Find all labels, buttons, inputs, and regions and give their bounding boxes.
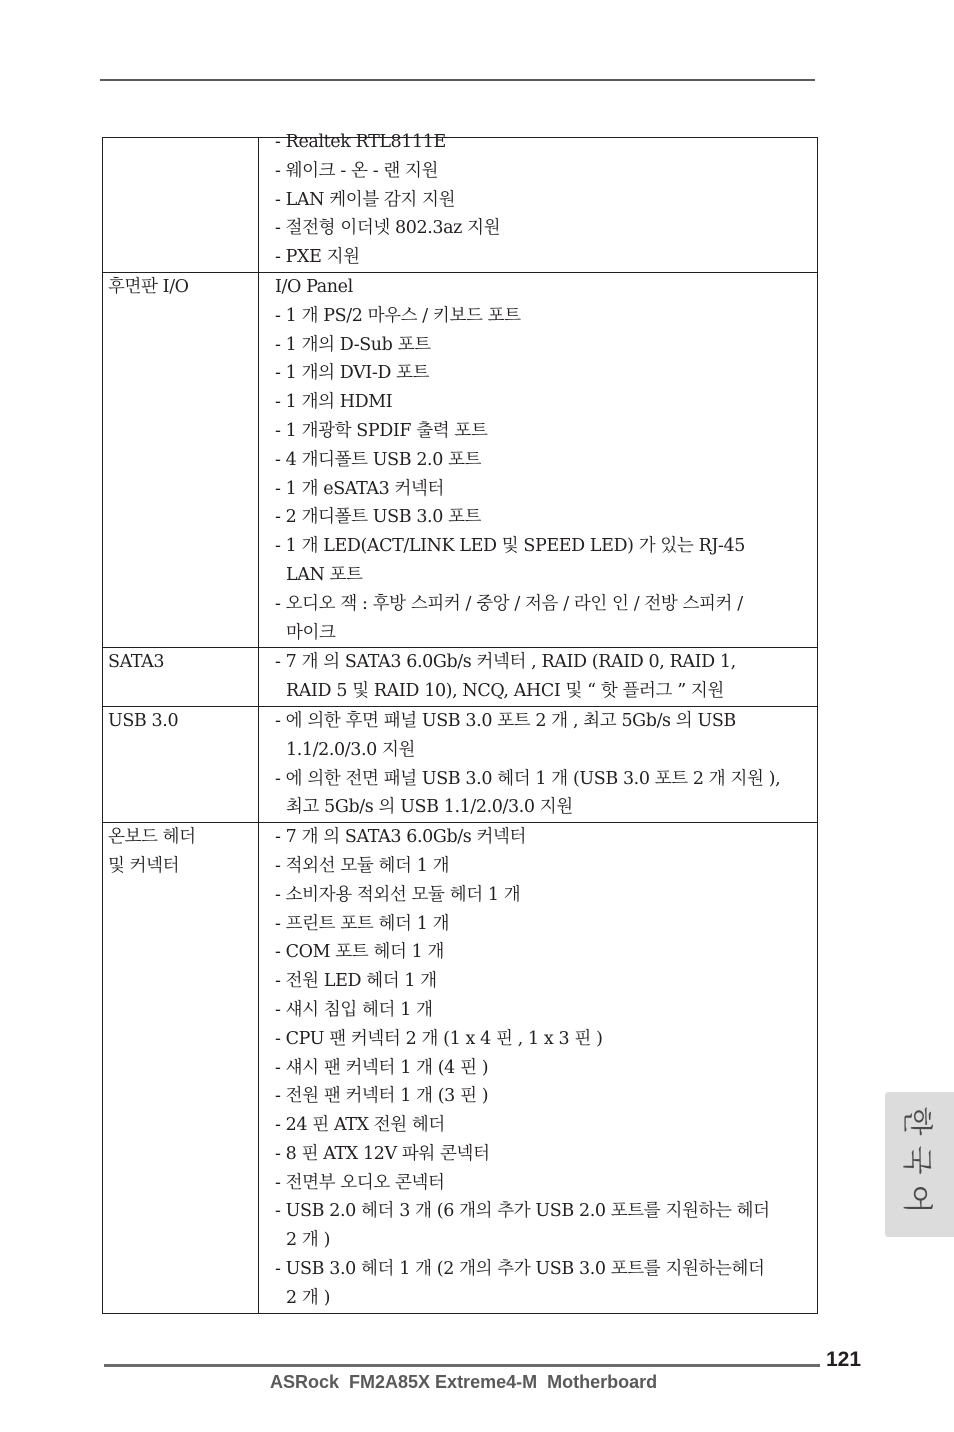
spec-label: USB 3.0	[108, 710, 179, 731]
spec-line: - 4 개디폴트 USB 2.0 포트	[275, 449, 482, 470]
page-number: 121	[826, 1348, 862, 1371]
spec-line: - COM 포트 헤더 1 개	[275, 942, 445, 963]
spec-line: - 1 개광학 SPDIF 출력 포트	[275, 420, 488, 441]
spec-line: 최고 5Gb/s 의 USB 1.1/2.0/3.0 지원	[286, 797, 573, 818]
spec-content-cell	[259, 132, 818, 273]
spec-row	[103, 272, 818, 647]
spec-line: 2 개 )	[286, 1287, 330, 1308]
spec-line: RAID 5 및 RAID 10), NCQ, AHCI 및 “ 핫 플러그 ” 지원	[286, 681, 724, 702]
language-tab	[885, 1092, 954, 1237]
spec-line: - 적외선 모듈 헤더 1 개	[275, 855, 450, 876]
spec-line: - USB 3.0 헤더 1 개 (2 개의 추가 USB 3.0 포트를 지원하는헤더	[275, 1259, 765, 1280]
spec-line: - 7 개 의 SATA3 6.0Gb/s 커넥터 , RAID (RAID 0, RAID 1,	[275, 652, 736, 673]
spec-row	[103, 823, 818, 1314]
spec-line: 마이크	[286, 622, 336, 643]
spec-label: 온보드 헤더	[108, 827, 196, 848]
spec-line: - PXE 지원	[275, 247, 360, 268]
spec-line: - 1 개 eSATA3 커넥터	[275, 478, 445, 499]
spec-row	[103, 138, 818, 273]
spec-line: - 절전형 이더넷 802.3az 지원	[275, 218, 501, 239]
spec-line: - Realtek RTL8111E	[275, 132, 446, 152]
spec-label-cell	[103, 648, 259, 707]
top-rule	[100, 79, 815, 81]
spec-label: 및 커넥터	[108, 855, 180, 876]
language-tab-label: 한국어	[898, 1106, 934, 1223]
spec-line: - USB 2.0 헤더 3 개 (6 개의 추가 USB 2.0 포트를 지원하는 헤더	[275, 1201, 770, 1222]
spec-line: - 프린트 포트 헤더 1 개	[275, 913, 450, 934]
spec-line: 2 개 )	[286, 1230, 330, 1251]
spec-label-cell	[103, 823, 259, 1314]
spec-label-cell	[103, 706, 259, 822]
spec-line: 1.1/2.0/3.0 지원	[286, 739, 416, 760]
spec-line: - 24 핀 ATX 전원 헤더	[275, 1115, 445, 1136]
spec-label-cell	[103, 272, 259, 647]
spec-line: - 에 의한 전면 패널 USB 3.0 헤더 1 개 (USB 3.0 포트 2 개 지원 ),	[275, 768, 781, 789]
spec-line: - 섀시 침입 헤더 1 개	[275, 999, 433, 1020]
spec-label-cell	[103, 138, 259, 273]
spec-line: - 1 개의 DVI-D 포트	[275, 363, 430, 384]
spec-line: - 소비자용 적외선 모듈 헤더 1 개	[275, 884, 521, 905]
spec-row	[103, 706, 818, 822]
spec-label: SATA3	[108, 652, 165, 673]
spec-content-cell	[259, 648, 818, 707]
spec-line: - 섀시 팬 커넥터 1 개 (4 핀 )	[275, 1057, 489, 1078]
spec-row	[103, 648, 818, 707]
spec-line: - 1 개 PS/2 마우스 / 키보드 포트	[275, 305, 521, 326]
bottom-rule	[104, 1364, 820, 1367]
spec-line: I/O Panel	[275, 276, 353, 297]
spec-line: - 전원 LED 헤더 1 개	[275, 971, 437, 992]
spec-content-cell	[259, 823, 818, 1314]
spec-line: - CPU 팬 커넥터 2 개 (1 x 4 핀 , 1 x 3 핀 )	[275, 1028, 603, 1049]
spec-line: - 1 개 LED(ACT/LINK LED 및 SPEED LED) 가 있는 RJ-45	[275, 536, 745, 557]
spec-line: - 오디오 잭 : 후방 스피커 / 중앙 / 저음 / 라인 인 / 전방 스피커 /	[275, 593, 743, 614]
spec-line: - 7 개 의 SATA3 6.0Gb/s 커넥터	[275, 827, 526, 848]
spec-table-body	[103, 132, 818, 1314]
spec-content-cell	[259, 706, 818, 822]
spec-line: - 전원 팬 커넥터 1 개 (3 핀 )	[275, 1086, 489, 1107]
spec-label: 후면판 I/O	[108, 276, 189, 297]
spec-line: - 웨이크 - 온 - 랜 지원	[275, 160, 439, 181]
spec-content-cell	[259, 272, 818, 647]
spec-line: - 2 개디폴트 USB 3.0 포트	[275, 507, 482, 528]
footer-title: ASRock FM2A85X Extreme4-M Motherboard	[270, 1372, 658, 1392]
spec-table	[102, 132, 818, 1314]
spec-line: - 에 의한 후면 패널 USB 3.0 포트 2 개 , 최고 5Gb/s 의 USB	[275, 710, 736, 731]
spec-line: LAN 포트	[286, 564, 363, 585]
spec-line: - 전면부 오디오 콘넥터	[275, 1172, 445, 1193]
spec-line: - LAN 케이블 감지 지원	[275, 189, 456, 210]
spec-line: - 1 개의 HDMI	[275, 392, 393, 413]
spec-line: - 8 핀 ATX 12V 파워 콘넥터	[275, 1143, 490, 1164]
spec-line: - 1 개의 D-Sub 포트	[275, 334, 431, 355]
